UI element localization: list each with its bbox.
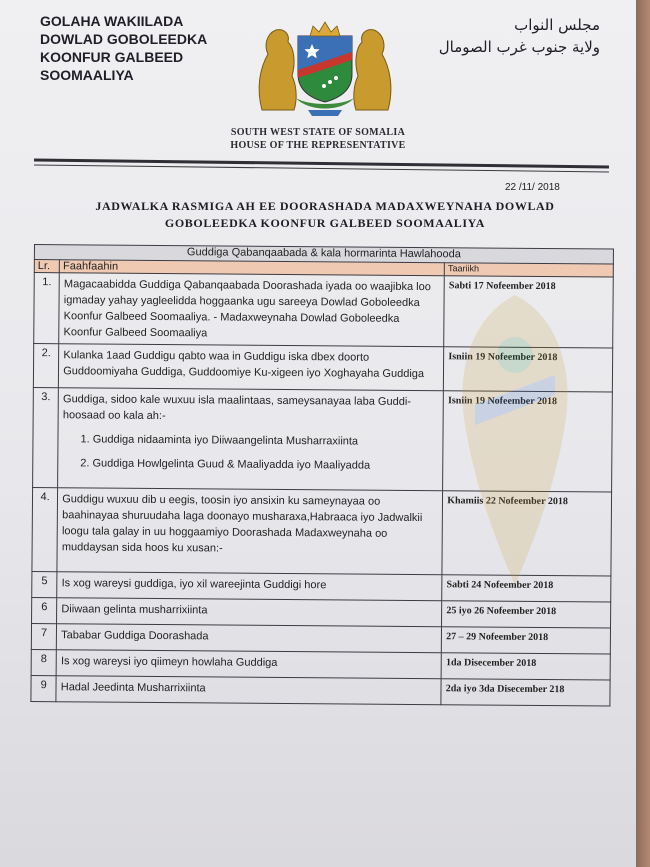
row-number: 2. bbox=[33, 344, 59, 388]
row-date: Isniin 19 Nofeember 2018 bbox=[444, 347, 613, 392]
schedule-table-wrapper bbox=[30, 244, 614, 707]
row-description: Tababar Guddiga Doorashada bbox=[57, 624, 442, 653]
table-caption: Guddiga Qabanqaabada & kala hormarinta Hawlahooda bbox=[34, 245, 613, 265]
table-row bbox=[34, 273, 614, 349]
row-number: 7 bbox=[31, 623, 56, 649]
document-date: 22 /11/ 2018 bbox=[505, 182, 560, 193]
row-date: 1da Disecember 2018 bbox=[441, 653, 610, 680]
row-description: Magacaabidda Guddiga Qabanqaabada Doorashada iyada oo waajibka loo igmaday yahay yagleelidda hoggaanka ugu sareeya Dowlad Goboleedka Koonfur Galbeed Soomaaliya. - Madaxweynaha Dowlad Goboleedka Koonfur Galbeed Soomaaliya bbox=[59, 273, 445, 347]
header-left-line: GOLAHA WAKIILADA bbox=[40, 13, 184, 29]
left-lion-icon bbox=[259, 30, 296, 110]
list-item: 2. Guddiga Howlgelinta Guud & Maaliyadda iyo Maaliyadda bbox=[92, 455, 438, 474]
row-date: 2da iyo 3da Disecember 218 bbox=[441, 679, 610, 706]
row-number: 5 bbox=[32, 571, 57, 597]
row-number: 1. bbox=[34, 273, 60, 344]
state-name bbox=[0, 126, 636, 152]
header-left-line: DOWLAD GOBOLEEDKA bbox=[40, 31, 208, 47]
header-right-line: ولاية جنوب غرب الصومال bbox=[438, 38, 600, 56]
row-number: 9 bbox=[31, 675, 56, 701]
header-left-line: KOONFUR GALBEED bbox=[40, 49, 184, 65]
state-line: HOUSE OF THE REPRESENTATIVE bbox=[230, 140, 406, 151]
row-description: Is xog wareysi iyo qiimeyn howlaha Guddiga bbox=[56, 650, 441, 679]
row-date: 27 – 29 Nofeember 2018 bbox=[442, 627, 611, 654]
col-header-date: Taariikh bbox=[444, 263, 613, 277]
table-row bbox=[33, 344, 612, 393]
row-description: Diiwaan gelinta musharrixiinta bbox=[57, 598, 442, 627]
list-item: 1. Guddiga nidaaminta iyo Diiwaangelinta Musharraxiinta bbox=[93, 431, 439, 450]
header-left-line: SOOMAALIYA bbox=[40, 67, 134, 83]
state-line: SOUTH WEST STATE OF SOMALIA bbox=[230, 127, 406, 138]
row-description: Hadal Jeedinta Musharrixiinta bbox=[56, 676, 441, 705]
desk-edge bbox=[636, 0, 650, 867]
row-description: Guddigu wuxuu dib u eegis, toosin iyo ansixin ku sameynayaa oo baahinayaa shuruudaha laga doonayo musharaxa,Habraaca iyo Jadwalkii loogu tala galay in uu hoggaamiyo Doorashada Madaxweynaha oo muddaysan sida hoos ku xusan:- bbox=[57, 488, 443, 575]
table-row bbox=[33, 387, 613, 492]
row-number: 6 bbox=[32, 597, 57, 623]
right-lion-icon bbox=[354, 30, 391, 110]
col-header-number: Lr. bbox=[34, 260, 59, 273]
title-line: GOBOLEEDKA KOONFUR GALBEED SOOMAALIYA bbox=[164, 216, 486, 230]
row-number: 8 bbox=[31, 649, 56, 675]
table-row bbox=[32, 487, 612, 576]
row-date: Sabti 17 Nofeember 2018 bbox=[444, 276, 613, 348]
crown-icon bbox=[310, 22, 340, 36]
row-number: 4. bbox=[32, 487, 58, 571]
row-description: Is xog wareysi guddiga, iyo xil wareejinta Guddigi hore bbox=[57, 572, 442, 601]
header-arabic bbox=[439, 14, 600, 58]
row-date: Khamiis 22 Nofeember 2018 bbox=[442, 491, 611, 576]
row-date: Sabti 24 Nofeember 2018 bbox=[442, 575, 611, 602]
header-right-line: مجلس النواب bbox=[514, 16, 600, 34]
row-number: 3. bbox=[33, 387, 59, 487]
table-row bbox=[31, 675, 610, 706]
row-description: Kulanka 1aad Guddigu qabto waa in Guddigu iska dbex doorto Guddoomiyaha Guddiga, Guddoomiye Ku-xigeen iyo Xoghayaha Guddiga bbox=[59, 344, 444, 391]
header-somali bbox=[40, 12, 207, 84]
row-description-text: Guddiga, sidoo kale wuxuu isla maalintaas, sameysanayaa laba Guddi-hoosaad oo kala ah:- bbox=[62, 393, 412, 423]
coat-of-arms-emblem bbox=[250, 18, 400, 118]
subcommittee-list bbox=[62, 431, 438, 474]
row-date: 25 iyo 26 Nofeember 2018 bbox=[442, 601, 611, 628]
col-header-description: Faahfaahin bbox=[60, 260, 445, 276]
schedule-table bbox=[30, 244, 614, 707]
document-title bbox=[90, 198, 560, 232]
row-description bbox=[58, 388, 444, 491]
row-date: Isniin 19 Nofeember 2018 bbox=[443, 391, 613, 492]
title-line: JADWALKA RASMIGA AH EE DOORASHADA MADAXWEYNAHA DOWLAD bbox=[95, 199, 555, 213]
